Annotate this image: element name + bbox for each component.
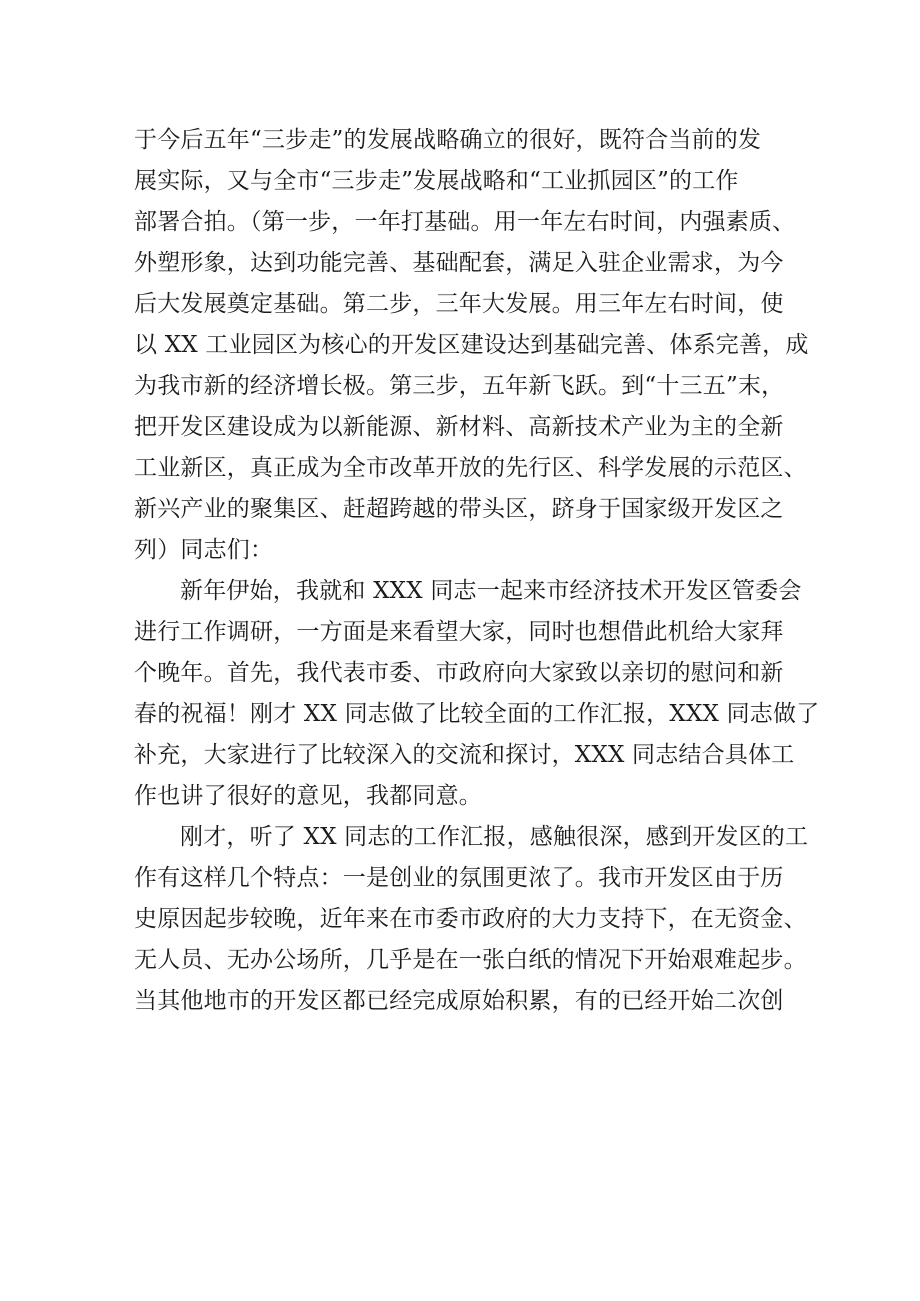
- text-line: 史原因起步较晚，近年来在市委市政府的大力支持下，在无资金、: [134, 906, 807, 932]
- text-line: 当其他地市的开发区都已经完成原始积累，有的已经开始二次创: [134, 988, 784, 1014]
- text-line: 新年伊始，我就和 XXX 同志一起来市经济技术开发区管委会: [180, 578, 802, 604]
- paragraph-3: [134, 817, 809, 1022]
- text-line: 作有这样几个特点：一是创业的氛围更浓了。我市开发区由于历: [134, 865, 784, 891]
- text-line: 工业新区，真正成为全市改革开放的先行区、科学发展的示范区、: [134, 455, 807, 481]
- text-line: 后大发展奠定基础。第二步，三年大发展。用三年左右时间，使: [134, 291, 784, 317]
- text-line: 列）同志们：: [134, 537, 274, 563]
- text-line: 展实际，又与全市“三步走”发展战略和“工业抓园区”的工作: [134, 168, 739, 194]
- text-line: 补充，大家进行了比较深入的交流和探讨，XXX 同志结合具体工: [134, 742, 795, 768]
- text-line: 以 XX 工业园区为核心的开发区建设达到基础完善、体系完善，成: [134, 332, 809, 358]
- text-line: 外塑形象，达到功能完善、基础配套，满足入驻企业需求，为今: [134, 250, 784, 276]
- text-line: 新兴产业的聚集区、赶超跨越的带头区，跻身于国家级开发区之: [134, 496, 784, 522]
- text-line: 把开发区建设成为以新能源、新材料、高新技术产业为主的全新: [134, 414, 784, 440]
- paragraph-1: [134, 120, 809, 571]
- text-line: 无人员、无办公场所，几乎是在一张白纸的情况下开始艰难起步。: [134, 947, 807, 973]
- text-line: 刚才，听了 XX 同志的工作汇报，感触很深，感到开发区的工: [180, 824, 809, 850]
- text-line: 于今后五年“三步走”的发展战略确立的很好，既符合当前的发: [134, 127, 762, 153]
- text-line: 进行工作调研，一方面是来看望大家，同时也想借此机给大家拜: [134, 619, 784, 645]
- text-line: 春的祝福！刚才 XX 同志做了比较全面的工作汇报，XXX 同志做了: [134, 701, 820, 727]
- text-line: 个晚年。首先，我代表市委、市政府向大家致以亲切的慰问和新: [134, 660, 784, 686]
- paragraph-2: [134, 571, 820, 817]
- document-body: [134, 120, 820, 1022]
- text-line: 作也讲了很好的意见，我都同意。: [134, 783, 482, 809]
- text-line: 为我市新的经济增长极。第三步，五年新飞跃。到“十三五”末，: [134, 373, 785, 399]
- text-line: 部署合拍。（第一步，一年打基础。用一年左右时间，内强素质、: [134, 209, 796, 235]
